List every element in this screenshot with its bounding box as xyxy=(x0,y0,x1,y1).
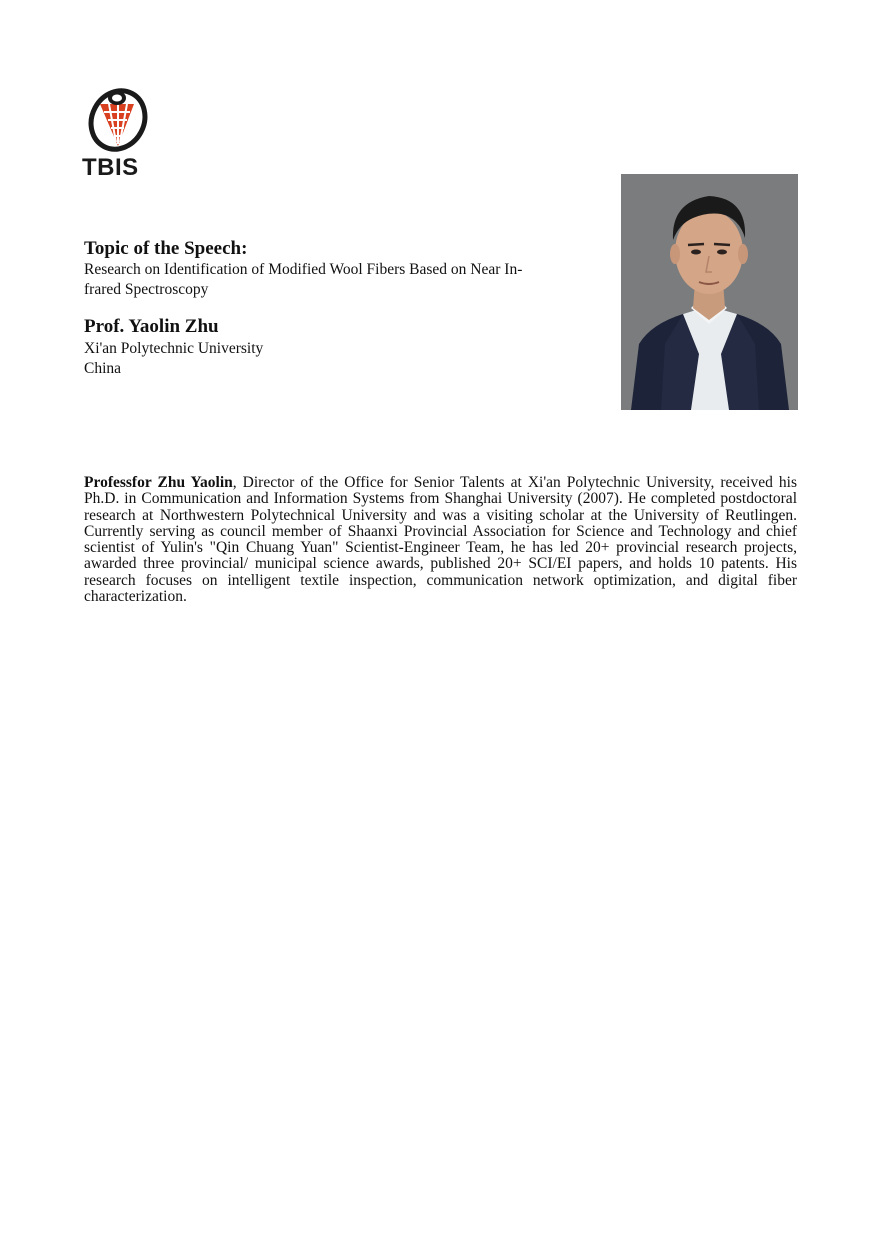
speaker-portrait xyxy=(621,174,798,410)
tbis-logo-icon xyxy=(82,84,154,154)
speaker-biography xyxy=(84,475,797,605)
logo-text: TBIS xyxy=(82,154,139,181)
bio-name: Professfor Zhu Yaolin xyxy=(84,474,233,491)
topic-title xyxy=(84,260,614,299)
speaker-institution: Xi'an Polytechnic University xyxy=(84,340,264,357)
speaker-name: Prof. Yaolin Zhu xyxy=(84,316,219,337)
topic-heading: Topic of the Speech: xyxy=(84,238,248,259)
speaker-country: China xyxy=(84,359,122,377)
tbis-logo xyxy=(82,84,154,182)
speaker-photo xyxy=(621,174,798,410)
topic-line-2: frared Spectroscopy xyxy=(84,280,209,298)
bio-text: , Director of the Office for Senior Talents at Xi'an Polytechnic University, received his Ph.D. in Communication and Information Systems from Shanghai University (2007). He completed postdoctoral research at Northwestern Polytechnical University and was a visiting scholar at the University of Reutlingen. Currently serving as council member of Shaanxi Provincial Association for Science and Technology and chief scientist of Yulin's "Qin Chuang Yuan" Scientist-Engineer Team, he has led 20+ provincial research projects, awarded three provincial/ municipal science awards, published 20+ SCI/EI papers, and holds 10 patents. His research focuses on intelligent textile inspection, communication network optimization, and digital fiber characterization. xyxy=(84,474,797,606)
topic-line-1: Research on Identification of Modified Wool Fibers Based on Near In- xyxy=(84,261,523,278)
speaker-affiliation xyxy=(84,339,263,378)
